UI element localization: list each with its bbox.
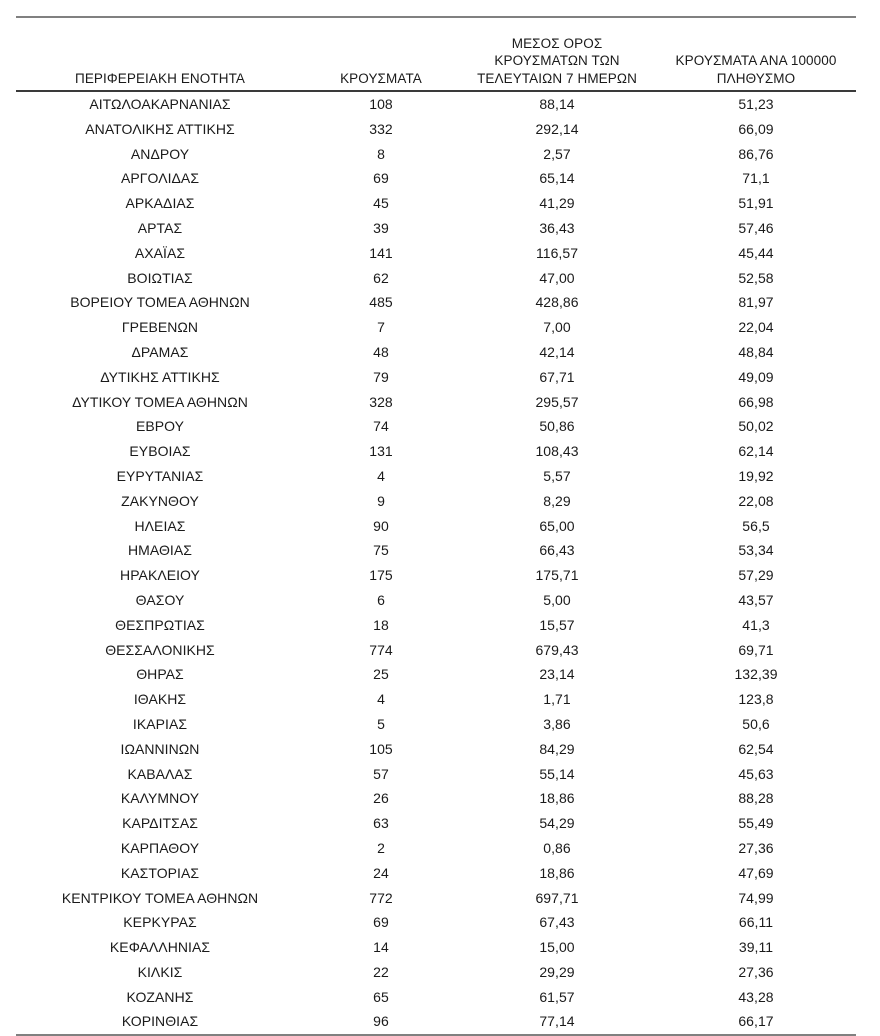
cell-avg7: 50,86 (539, 418, 575, 435)
column-header-cases (304, 17, 458, 91)
cell-cases: 75 (373, 542, 389, 559)
cell-avg7: 428,86 (535, 294, 579, 311)
cell-per100k: 49,09 (738, 368, 774, 385)
table-row (16, 166, 856, 191)
cell-per100k: 43,28 (738, 988, 774, 1005)
table-row (16, 390, 856, 415)
cell-region: ΘΑΣΟΥ (135, 591, 185, 608)
cell-cases: 62 (373, 269, 389, 286)
cell-avg7: 116,57 (535, 244, 579, 261)
cell-cases: 485 (369, 294, 393, 311)
table-row (16, 687, 856, 712)
cell-avg7: 61,57 (539, 988, 575, 1005)
table-row (16, 365, 856, 390)
cell-per100k: 66,09 (738, 120, 774, 137)
cell-per100k: 48,84 (738, 343, 774, 360)
table-row (16, 340, 856, 365)
cell-region: ΙΚΑΡΙΑΣ (132, 715, 188, 732)
table-row (16, 241, 856, 266)
cell-per100k: 88,28 (738, 790, 774, 807)
cell-per100k: 57,29 (738, 567, 774, 584)
table-row (16, 1009, 856, 1035)
cell-cases: 105 (369, 740, 393, 757)
cell-avg7: 5,57 (543, 467, 571, 484)
cell-cases: 175 (369, 567, 393, 584)
table-row (16, 290, 856, 315)
table-row (16, 191, 856, 216)
cell-per100k: 62,14 (738, 443, 774, 460)
cell-per100k: 71,1 (742, 170, 770, 187)
cell-avg7: 5,00 (543, 591, 571, 608)
table-row (16, 216, 856, 241)
table-row (16, 638, 856, 663)
cell-region: ΒΟΡΕΙΟΥ ΤΟΜΕΑ ΑΘΗΝΩΝ (70, 294, 250, 311)
cell-avg7: 295,57 (535, 393, 579, 410)
cell-avg7: 292,14 (535, 120, 579, 137)
cell-cases: 24 (373, 864, 389, 881)
table-row (16, 737, 856, 762)
table-row (16, 613, 856, 638)
cell-per100k: 132,39 (734, 666, 778, 683)
cell-avg7: 36,43 (539, 219, 575, 236)
cell-cases: 131 (369, 443, 393, 460)
header-line: ΠΛΗΘΥΣΜΟ (716, 70, 796, 86)
cell-per100k: 39,11 (738, 939, 774, 956)
cell-per100k: 51,91 (738, 195, 774, 212)
cell-per100k: 22,08 (738, 492, 774, 509)
table-row (16, 538, 856, 563)
cell-region: ΕΥΡΥΤΑΝΙΑΣ (116, 467, 204, 484)
cell-per100k: 52,58 (738, 269, 774, 286)
cell-per100k: 74,99 (738, 889, 774, 906)
column-header-region-lines (16, 70, 304, 88)
cell-cases: 25 (373, 666, 389, 683)
regional-cases-table (16, 16, 856, 1036)
cell-region: ΕΥΒΟΙΑΣ (129, 443, 191, 460)
cell-avg7: 175,71 (535, 567, 579, 584)
cell-region: ΚΟΖΑΝΗΣ (126, 988, 194, 1005)
cell-avg7: 18,86 (539, 864, 575, 881)
table-container (16, 16, 856, 1036)
cell-per100k: 50,02 (738, 418, 774, 435)
cell-avg7: 23,14 (539, 666, 575, 683)
cell-region: ΚΕΦΑΛΛΗΝΙΑΣ (109, 939, 211, 956)
table-row (16, 786, 856, 811)
cell-region: ΑΡΓΟΛΙΔΑΣ (120, 170, 200, 187)
cell-cases: 8 (377, 145, 385, 162)
cell-per100k: 69,71 (738, 641, 774, 658)
column-header-region (16, 17, 304, 91)
cell-cases: 2 (377, 839, 385, 856)
table-row (16, 117, 856, 142)
header-line: ΚΡΟΥΣΜΑΤΩΝ ΤΩΝ (494, 53, 620, 68)
table-row (16, 960, 856, 985)
cell-per100k: 22,04 (738, 319, 774, 336)
cell-cases: 5 (377, 715, 385, 732)
cell-avg7: 54,29 (539, 815, 575, 832)
cell-avg7: 67,71 (539, 368, 575, 385)
cell-per100k: 51,23 (738, 96, 774, 112)
cell-cases: 96 (304, 1009, 458, 1035)
cell-cases: 141 (369, 244, 393, 261)
cell-region: ΙΘΑΚΗΣ (133, 691, 187, 708)
table-body (16, 91, 856, 1035)
cell-per100k: 55,49 (738, 815, 774, 832)
header-line: ΚΡΟΥΣΜΑΤΑ (340, 70, 422, 86)
table-row (16, 489, 856, 514)
cell-cases: 108 (369, 96, 393, 112)
cell-region: ΔΥΤΙΚΟΥ ΤΟΜΕΑ ΑΘΗΝΩΝ (72, 393, 248, 410)
table-row (16, 439, 856, 464)
cell-avg7: 77,14 (458, 1009, 656, 1035)
cell-avg7: 15,57 (539, 616, 575, 633)
cell-cases: 9 (377, 492, 385, 509)
cell-per100k: 81,97 (738, 294, 774, 311)
column-header-per100k (656, 17, 856, 91)
header-line: ΚΡΟΥΣΜΑΤΑ ΑΝΑ 100000 (675, 53, 837, 68)
cell-cases: 26 (373, 790, 389, 807)
column-header-avg7-lines (458, 35, 656, 88)
cell-avg7: 1,71 (543, 691, 571, 708)
cell-per100k: 123,8 (738, 691, 774, 708)
cell-region: ΗΡΑΚΛΕΙΟΥ (120, 567, 200, 584)
cell-region: ΘΗΡΑΣ (136, 666, 184, 683)
cell-cases: 14 (373, 939, 389, 956)
cell-per100k: 66,98 (738, 393, 774, 410)
cell-avg7: 15,00 (539, 939, 575, 956)
cell-cases: 4 (377, 467, 385, 484)
cell-per100k: 47,69 (738, 864, 774, 881)
header-line: ΠΕΡΙΦΕΡΕΙΑΚΗ ΕΝΟΤΗΤΑ (74, 70, 246, 86)
table-row (16, 414, 856, 439)
column-header-cases-lines (304, 70, 458, 88)
table-row (16, 514, 856, 539)
cell-region: ΒΟΙΩΤΙΑΣ (127, 269, 193, 286)
cell-avg7: 0,86 (543, 839, 571, 856)
cell-region: ΚΑΒΑΛΑΣ (127, 765, 193, 782)
cell-avg7: 65,00 (539, 517, 575, 534)
cell-per100k: 27,36 (738, 963, 774, 980)
cell-region: ΚΑΡΔΙΤΣΑΣ (122, 815, 198, 832)
table-row (16, 142, 856, 167)
cell-avg7: 65,14 (539, 170, 575, 187)
cell-avg7: 2,57 (543, 145, 571, 162)
cell-avg7: 7,00 (543, 319, 571, 336)
cell-cases: 7 (377, 319, 385, 336)
column-header-avg7 (458, 17, 656, 91)
cell-avg7: 55,14 (539, 765, 575, 782)
cell-avg7: 66,43 (539, 542, 575, 559)
cell-avg7: 42,14 (539, 343, 575, 360)
cell-cases: 332 (369, 120, 393, 137)
cell-avg7: 47,00 (539, 269, 575, 286)
cell-region: ΑΝΑΤΟΛΙΚΗΣ ΑΤΤΙΚΗΣ (85, 120, 235, 137)
cell-cases: 328 (369, 393, 393, 410)
cell-avg7: 108,43 (535, 443, 579, 460)
cell-cases: 74 (373, 418, 389, 435)
cell-avg7: 3,86 (543, 715, 571, 732)
table-row (16, 985, 856, 1010)
cell-region: ΖΑΚΥΝΘΟΥ (121, 492, 199, 509)
cell-per100k: 56,5 (742, 517, 770, 534)
cell-per100k: 50,6 (742, 715, 770, 732)
cell-cases: 69 (373, 914, 389, 931)
cell-per100k: 62,54 (738, 740, 774, 757)
cell-avg7: 29,29 (539, 963, 575, 980)
table-row (16, 910, 856, 935)
cell-region: ΗΛΕΙΑΣ (134, 517, 186, 534)
cell-per100k: 43,57 (738, 591, 774, 608)
cell-region: ΚΑΣΤΟΡΙΑΣ (120, 864, 200, 881)
cell-avg7: 679,43 (535, 641, 579, 658)
table-row (16, 811, 856, 836)
cell-cases: 4 (377, 691, 385, 708)
cell-cases: 69 (373, 170, 389, 187)
cell-per100k: 66,17 (656, 1009, 856, 1035)
cell-region: ΑΡΤΑΣ (137, 219, 183, 236)
cell-region: ΑΧΑΪΑΣ (134, 244, 186, 261)
table-row (16, 315, 856, 340)
cell-region: ΚΑΡΠΑΘΟΥ (120, 839, 200, 856)
cell-region: ΙΩΑΝΝΙΝΩΝ (120, 740, 200, 757)
cell-avg7: 18,86 (539, 790, 575, 807)
table-header (16, 17, 856, 91)
cell-region: ΑΝΔΡΟΥ (130, 145, 190, 162)
cell-per100k: 57,46 (738, 219, 774, 236)
cell-cases: 18 (373, 616, 389, 633)
cell-per100k: 45,44 (738, 244, 774, 261)
column-header-per100k-lines (656, 52, 856, 87)
cell-cases: 39 (373, 219, 389, 236)
cell-region: ΚΕΝΤΡΙΚΟΥ ΤΟΜΕΑ ΑΘΗΝΩΝ (61, 889, 259, 906)
cell-region: ΘΕΣΠΡΩΤΙΑΣ (115, 616, 205, 633)
table-row (16, 712, 856, 737)
table-row (16, 762, 856, 787)
cell-cases: 45 (373, 195, 389, 212)
cell-avg7: 84,29 (539, 740, 575, 757)
table-row (16, 836, 856, 861)
cell-region: ΘΕΣΣΑΛΟΝΙΚΗΣ (105, 641, 215, 658)
table-row (16, 935, 856, 960)
cell-avg7: 8,29 (543, 492, 571, 509)
header-line: ΜΕΣΟΣ ΟΡΟΣ (511, 35, 603, 51)
cell-region: ΚΑΛΥΜΝΟΥ (120, 790, 200, 807)
table-row (16, 588, 856, 613)
cell-per100k: 19,92 (738, 467, 774, 484)
cell-region: ΚΙΛΚΙΣ (137, 963, 183, 980)
cell-avg7: 88,14 (539, 96, 575, 112)
cell-cases: 65 (373, 988, 389, 1005)
cell-cases: 90 (373, 517, 389, 534)
cell-cases: 79 (373, 368, 389, 385)
cell-region: ΑΡΚΑΔΙΑΣ (125, 195, 195, 212)
cell-per100k: 66,11 (738, 914, 774, 931)
cell-cases: 6 (377, 591, 385, 608)
table-row (16, 266, 856, 291)
table-row (16, 886, 856, 911)
table-row (16, 464, 856, 489)
cell-per100k: 41,3 (742, 616, 770, 633)
cell-per100k: 27,36 (738, 839, 774, 856)
cell-per100k: 45,63 (738, 765, 774, 782)
table-row (16, 662, 856, 687)
cell-region: ΑΙΤΩΛΟΑΚΑΡΝΑΝΙΑΣ (89, 96, 231, 112)
cell-avg7: 67,43 (539, 914, 575, 931)
cell-avg7: 41,29 (539, 195, 575, 212)
cell-region: ΓΡΕΒΕΝΩΝ (121, 319, 199, 336)
cell-cases: 57 (373, 765, 389, 782)
cell-cases: 63 (373, 815, 389, 832)
cell-avg7: 697,71 (535, 889, 579, 906)
table-row (16, 563, 856, 588)
cell-region: ΔΡΑΜΑΣ (131, 343, 189, 360)
cell-per100k: 53,34 (738, 542, 774, 559)
cell-per100k: 86,76 (738, 145, 774, 162)
header-line: ΤΕΛΕΥΤΑΙΩΝ 7 ΗΜΕΡΩΝ (477, 70, 637, 86)
cell-cases: 772 (369, 889, 393, 906)
table-row (16, 91, 856, 117)
cell-region: ΔΥΤΙΚΗΣ ΑΤΤΙΚΗΣ (100, 368, 220, 385)
cell-region: ΗΜΑΘΙΑΣ (128, 542, 192, 559)
table-row (16, 861, 856, 886)
cell-cases: 48 (373, 343, 389, 360)
cell-region: ΚΕΡΚΥΡΑΣ (123, 914, 197, 931)
header-row (16, 17, 856, 91)
cell-region: ΚΟΡΙΝΘΙΑΣ (16, 1009, 304, 1035)
cell-region: ΕΒΡΟΥ (135, 418, 185, 435)
cell-cases: 22 (373, 963, 389, 980)
cell-cases: 774 (369, 641, 393, 658)
